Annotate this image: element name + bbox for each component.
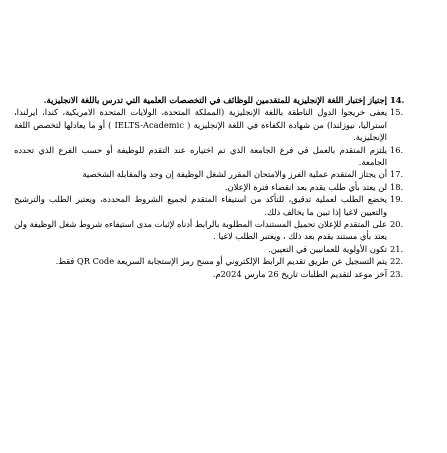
item-number: 17. [390, 169, 404, 180]
list-item [14, 168, 406, 180]
list-item [14, 268, 406, 280]
item-text: تكون الأولوية للعمانيين في التعيين. [268, 243, 387, 254]
item-text: لن يعتد بأي طلب يقدم بعد انقضاء فترة الإعلان. [224, 181, 387, 192]
item-number: 15. [390, 107, 404, 118]
item-text: يخضع الطلب لعملية تدقيق، للتأكد من استيفاء المتقدم لجميع الشروط المحددة، ويعتبر الطلب والترشيح والتعيين لاغيا إذا تبين ما يخالف ذلك. [14, 194, 387, 217]
list-item [14, 218, 406, 243]
item-number: 16. [390, 144, 404, 155]
item-text: يتم التسجيل عن طريق تقديم الرابط الإلكتروني أو مسح رمز الإستجابة السريعة QR Code فقط. [55, 256, 387, 267]
list-item [14, 106, 406, 143]
item-text: أن يجتاز المتقدم عملية الفرز والامتحان المقرر لشغل الوظيفة إن وجد والمقابلة الشخصية [82, 169, 387, 180]
list-item [14, 255, 406, 267]
list-item [14, 181, 406, 193]
item-number: 23. [390, 268, 404, 279]
item-text: يلتزم المتقدم بالعمل في فرع الجامعة الذي تم اختياره عند التقدم للوظيفة أو حسب الفرع الذي تحدده الجامعة. [14, 144, 387, 168]
item-number: 20. [390, 219, 404, 230]
list-item [14, 193, 406, 218]
requirements-list [14, 94, 406, 280]
item-number: 18. [390, 181, 404, 192]
item-number: 21. [390, 243, 404, 254]
item-number: 22. [390, 256, 404, 267]
item-text: على المتقدم للإعلان تحميل المستندات المطلوبة بالرابط أدناه لإثبات مدى استيفاءه شروط شغل الوظيفة ولن يعتد بأي مستند يقدم بعد ذلك ، ويعتبر الطلب لاغيا . [13, 219, 387, 242]
list-item [14, 94, 406, 106]
item-text: يعفى خريجوا الدول الناطقة باللغة الإنجليزية (المملكة المتحدة، الولايات المتحدة الامريكية، كندا، ايرلندا، استراليا، نيوزلندا) من شهادة الكفاءة في اللغة الإنجليزية ( IELTS-Academic ) أو ما يعادلها لتخصص اللغة الإنجليزية. [14, 107, 387, 143]
item-number: 19. [390, 194, 404, 205]
list-item [14, 144, 406, 169]
list-item [14, 243, 406, 255]
item-number: 14. [390, 95, 405, 105]
item-text: آخر موعد لتقديم الطلبات تاريخ 26 مارس 2024م. [212, 268, 387, 279]
item-text: إجتياز إختبار اللغة الإنجليزية للمتقدمين للوظائف في التخصصات العلمية التي تدرس باللغة الانجليزية. [43, 95, 387, 105]
